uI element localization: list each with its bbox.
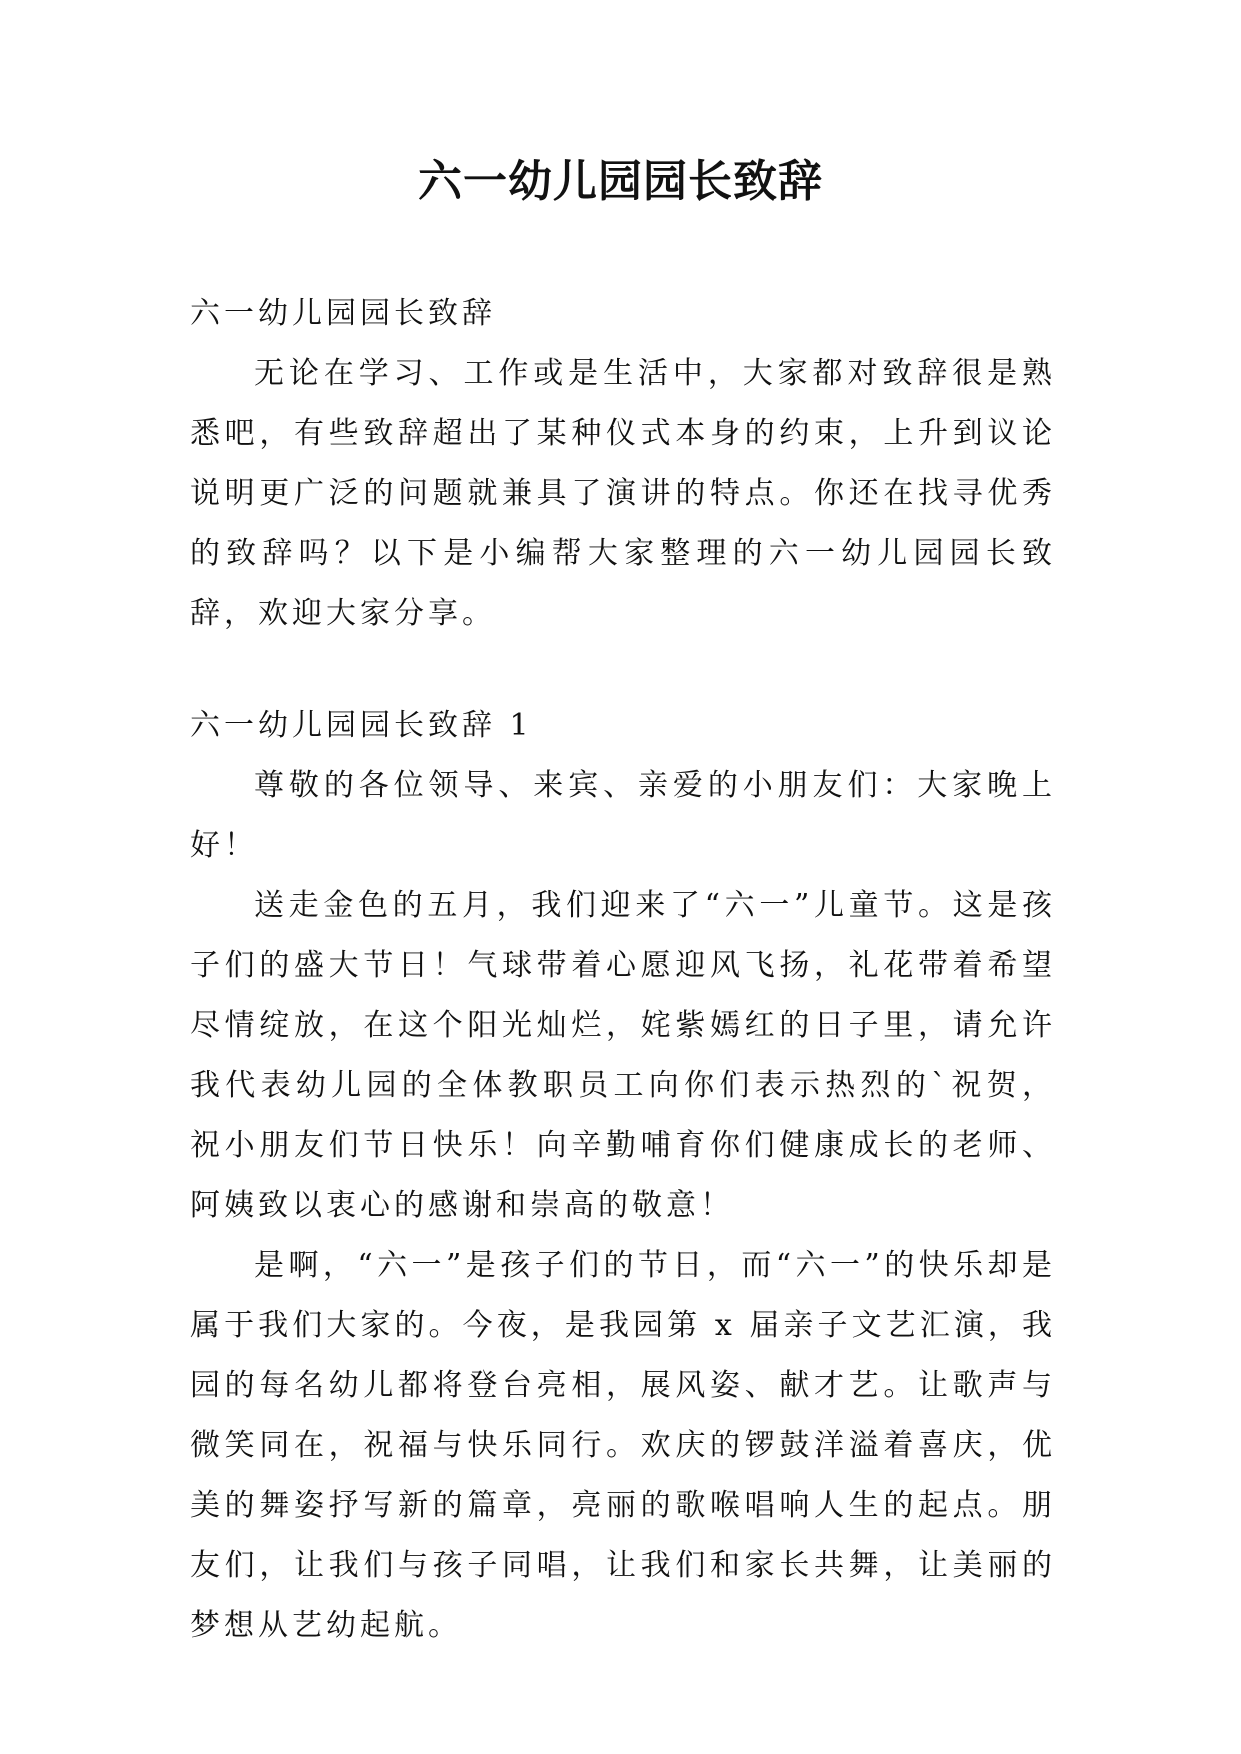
section-heading: 六一幼儿园园长致辞 1 — [190, 708, 533, 743]
body-paragraph: 是啊，“六一”是孩子们的节日，而“六一”的快乐却是属于我们大家的。今夜，是我园第 x 届亲子文艺汇演，我园的每名幼儿都将登台亮相，展风姿、献才艺。让歌声与微笑同在，祝福与快乐同行。欢庆的锣鼓洋溢着喜庆，优美的舞姿抒写新的篇章，亮丽的歌喉唱响人生的起点。朋友们，让我们与孩子同唱，让我们和家长共舞，让美丽的梦想从艺幼起航。 — [190, 1248, 1056, 1643]
intro-paragraph: 无论在学习、工作或是生活中，大家都对致辞很是熟悉吧，有些致辞超出了某种仪式本身的约束，上升到议论说明更广泛的问题就兼具了演讲的特点。你还在找寻优秀的致辞吗？以下是小编帮大家整理的六一幼儿园园长致辞，欢迎大家分享。 — [190, 356, 1056, 631]
section-spacer — [190, 644, 1056, 696]
greeting-paragraph: 尊敬的各位领导、来宾、亲爱的小朋友们：大家晚上好！ — [190, 768, 1056, 863]
body-paragraph: 送走金色的五月，我们迎来了“六一”儿童节。这是孩子们的盛大节日！气球带着心愿迎风飞扬，礼花带着希望尽情绽放，在这个阳光灿烂，姹紫嫣红的日子里，请允许我代表幼儿园的全体教职员工向你们表示热烈的`祝贺，祝小朋友们节日快乐！向辛勤哺育你们健康成长的老师、阿姨致以衷心的感谢和崇高的敬意！ — [190, 888, 1056, 1223]
document-title: 六一幼儿园园长致辞 — [418, 156, 823, 207]
intro-heading: 六一幼儿园园长致辞 — [190, 296, 496, 331]
document-body — [190, 284, 1056, 1656]
